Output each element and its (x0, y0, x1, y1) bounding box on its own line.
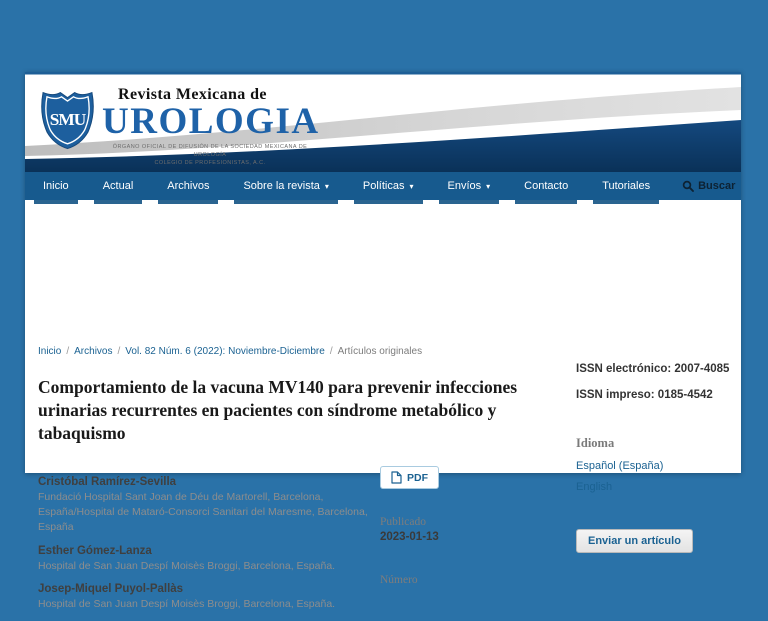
nav-item-sobre-la-revista[interactable] (229, 172, 342, 200)
logo-text-block (102, 86, 320, 167)
authors-list (38, 476, 380, 621)
submit-article-button[interactable]: Enviar un artículo (576, 529, 693, 553)
author-entry (38, 583, 380, 612)
chevron-down-icon: ▾ (486, 181, 491, 191)
nav-item-label: Contacto (524, 180, 569, 192)
issn-electronic: ISSN electrónico: 2007-4085 (576, 363, 730, 375)
article-details-column (380, 466, 550, 586)
logo-subtitle-line2: COLEGIO DE PROFESIONISTAS, A.C. (154, 160, 266, 167)
language-heading: Idioma (576, 436, 615, 450)
chevron-down-icon: ▾ (324, 181, 329, 191)
breadcrumb-link-vol-82-num-6-2022-noviem[interactable]: Vol. 82 Núm. 6 (2022): Noviembre-Diciembre (125, 346, 325, 357)
nav-item-label: Envíos (447, 180, 482, 192)
author-affiliation: Fundació Hospital Sant Joan de Déu de Martorell, Barcelona, España/Hospital de Mataró-Consorci Sanitari del Maresme, Barcelona, España (38, 491, 368, 534)
search-button[interactable] (670, 172, 747, 200)
issn-print: ISSN impreso: 0185-4542 (576, 389, 713, 401)
logo-subtitle (102, 143, 318, 168)
logo-title-large: UROLOGIA (102, 101, 320, 142)
chevron-down-icon: ▾ (409, 181, 414, 191)
article-content-area (25, 200, 741, 610)
nav-item-envios[interactable] (434, 172, 505, 200)
author-entry (38, 545, 380, 574)
logo-subtitle-line1: ÓRGANO OFICIAL DE DIFUSIÓN DE LA SOCIEDAD MEXICANA DE UROLOGÍA (112, 143, 308, 158)
breadcrumb-separator: / (329, 346, 333, 357)
breadcrumb-current: Artículos originales (337, 346, 423, 357)
published-label: Publicado (380, 516, 426, 528)
breadcrumb (38, 346, 422, 357)
smu-shield-icon (39, 86, 96, 150)
article-title: Comportamiento de la vacuna MV140 para prevenir infecciones urinarias recurrentes en pacientes con síndrome metabólico y tabaquismo (38, 377, 518, 443)
journal-page-card (25, 72, 741, 610)
issue-label: Número (380, 574, 418, 586)
nav-item-contacto[interactable] (510, 172, 582, 200)
language-link-espanol-espana[interactable]: Español (España) (576, 460, 664, 472)
svg-text:SMU: SMU (49, 110, 86, 130)
language-links (576, 460, 736, 493)
published-date: 2023-01-13 (380, 531, 439, 543)
journal-logo[interactable] (39, 86, 320, 167)
author-affiliation: Hospital de San Juan Despí Moisès Broggi, Barcelona, España. (38, 597, 336, 610)
author-name: Cristóbal Ramírez-Sevilla (38, 476, 177, 488)
nav-item-politicas[interactable] (349, 172, 428, 200)
breadcrumb-separator: / (66, 346, 70, 357)
pdf-file-icon (391, 471, 402, 484)
breadcrumb-link-archivos[interactable]: Archivos (74, 346, 113, 357)
nav-item-label: Sobre la revista (243, 180, 320, 192)
nav-item-label: Actual (102, 180, 134, 192)
author-entry (38, 476, 380, 536)
search-label: Buscar (698, 180, 736, 192)
pdf-download-button[interactable] (380, 466, 439, 489)
author-name: Josep-Miquel Puyol-Pallàs (38, 582, 184, 595)
nav-item-archivos[interactable] (153, 172, 223, 200)
primary-navigation (25, 172, 741, 200)
author-affiliation: Hospital de San Juan Despí Moisès Broggi, Barcelona, España. (38, 559, 336, 572)
nav-item-inicio[interactable] (29, 172, 83, 200)
nav-item-label: Políticas (362, 180, 405, 192)
pdf-button-label: PDF (407, 471, 428, 484)
nav-item-label: Archivos (167, 180, 210, 192)
right-sidebar (576, 363, 736, 553)
author-name: Esther Gómez-Lanza (38, 544, 152, 557)
language-link-english[interactable]: English (576, 481, 613, 493)
nav-item-tutoriales[interactable] (588, 172, 664, 200)
nav-item-actual[interactable] (89, 172, 148, 200)
journal-banner (25, 72, 741, 172)
breadcrumb-link-inicio[interactable]: Inicio (38, 346, 62, 357)
nav-item-label: Tutoriales (602, 180, 651, 192)
nav-item-label: Inicio (43, 180, 69, 192)
breadcrumb-separator: / (117, 346, 121, 357)
logo-title-small: Revista Mexicana de (118, 86, 267, 103)
search-icon (682, 180, 694, 192)
